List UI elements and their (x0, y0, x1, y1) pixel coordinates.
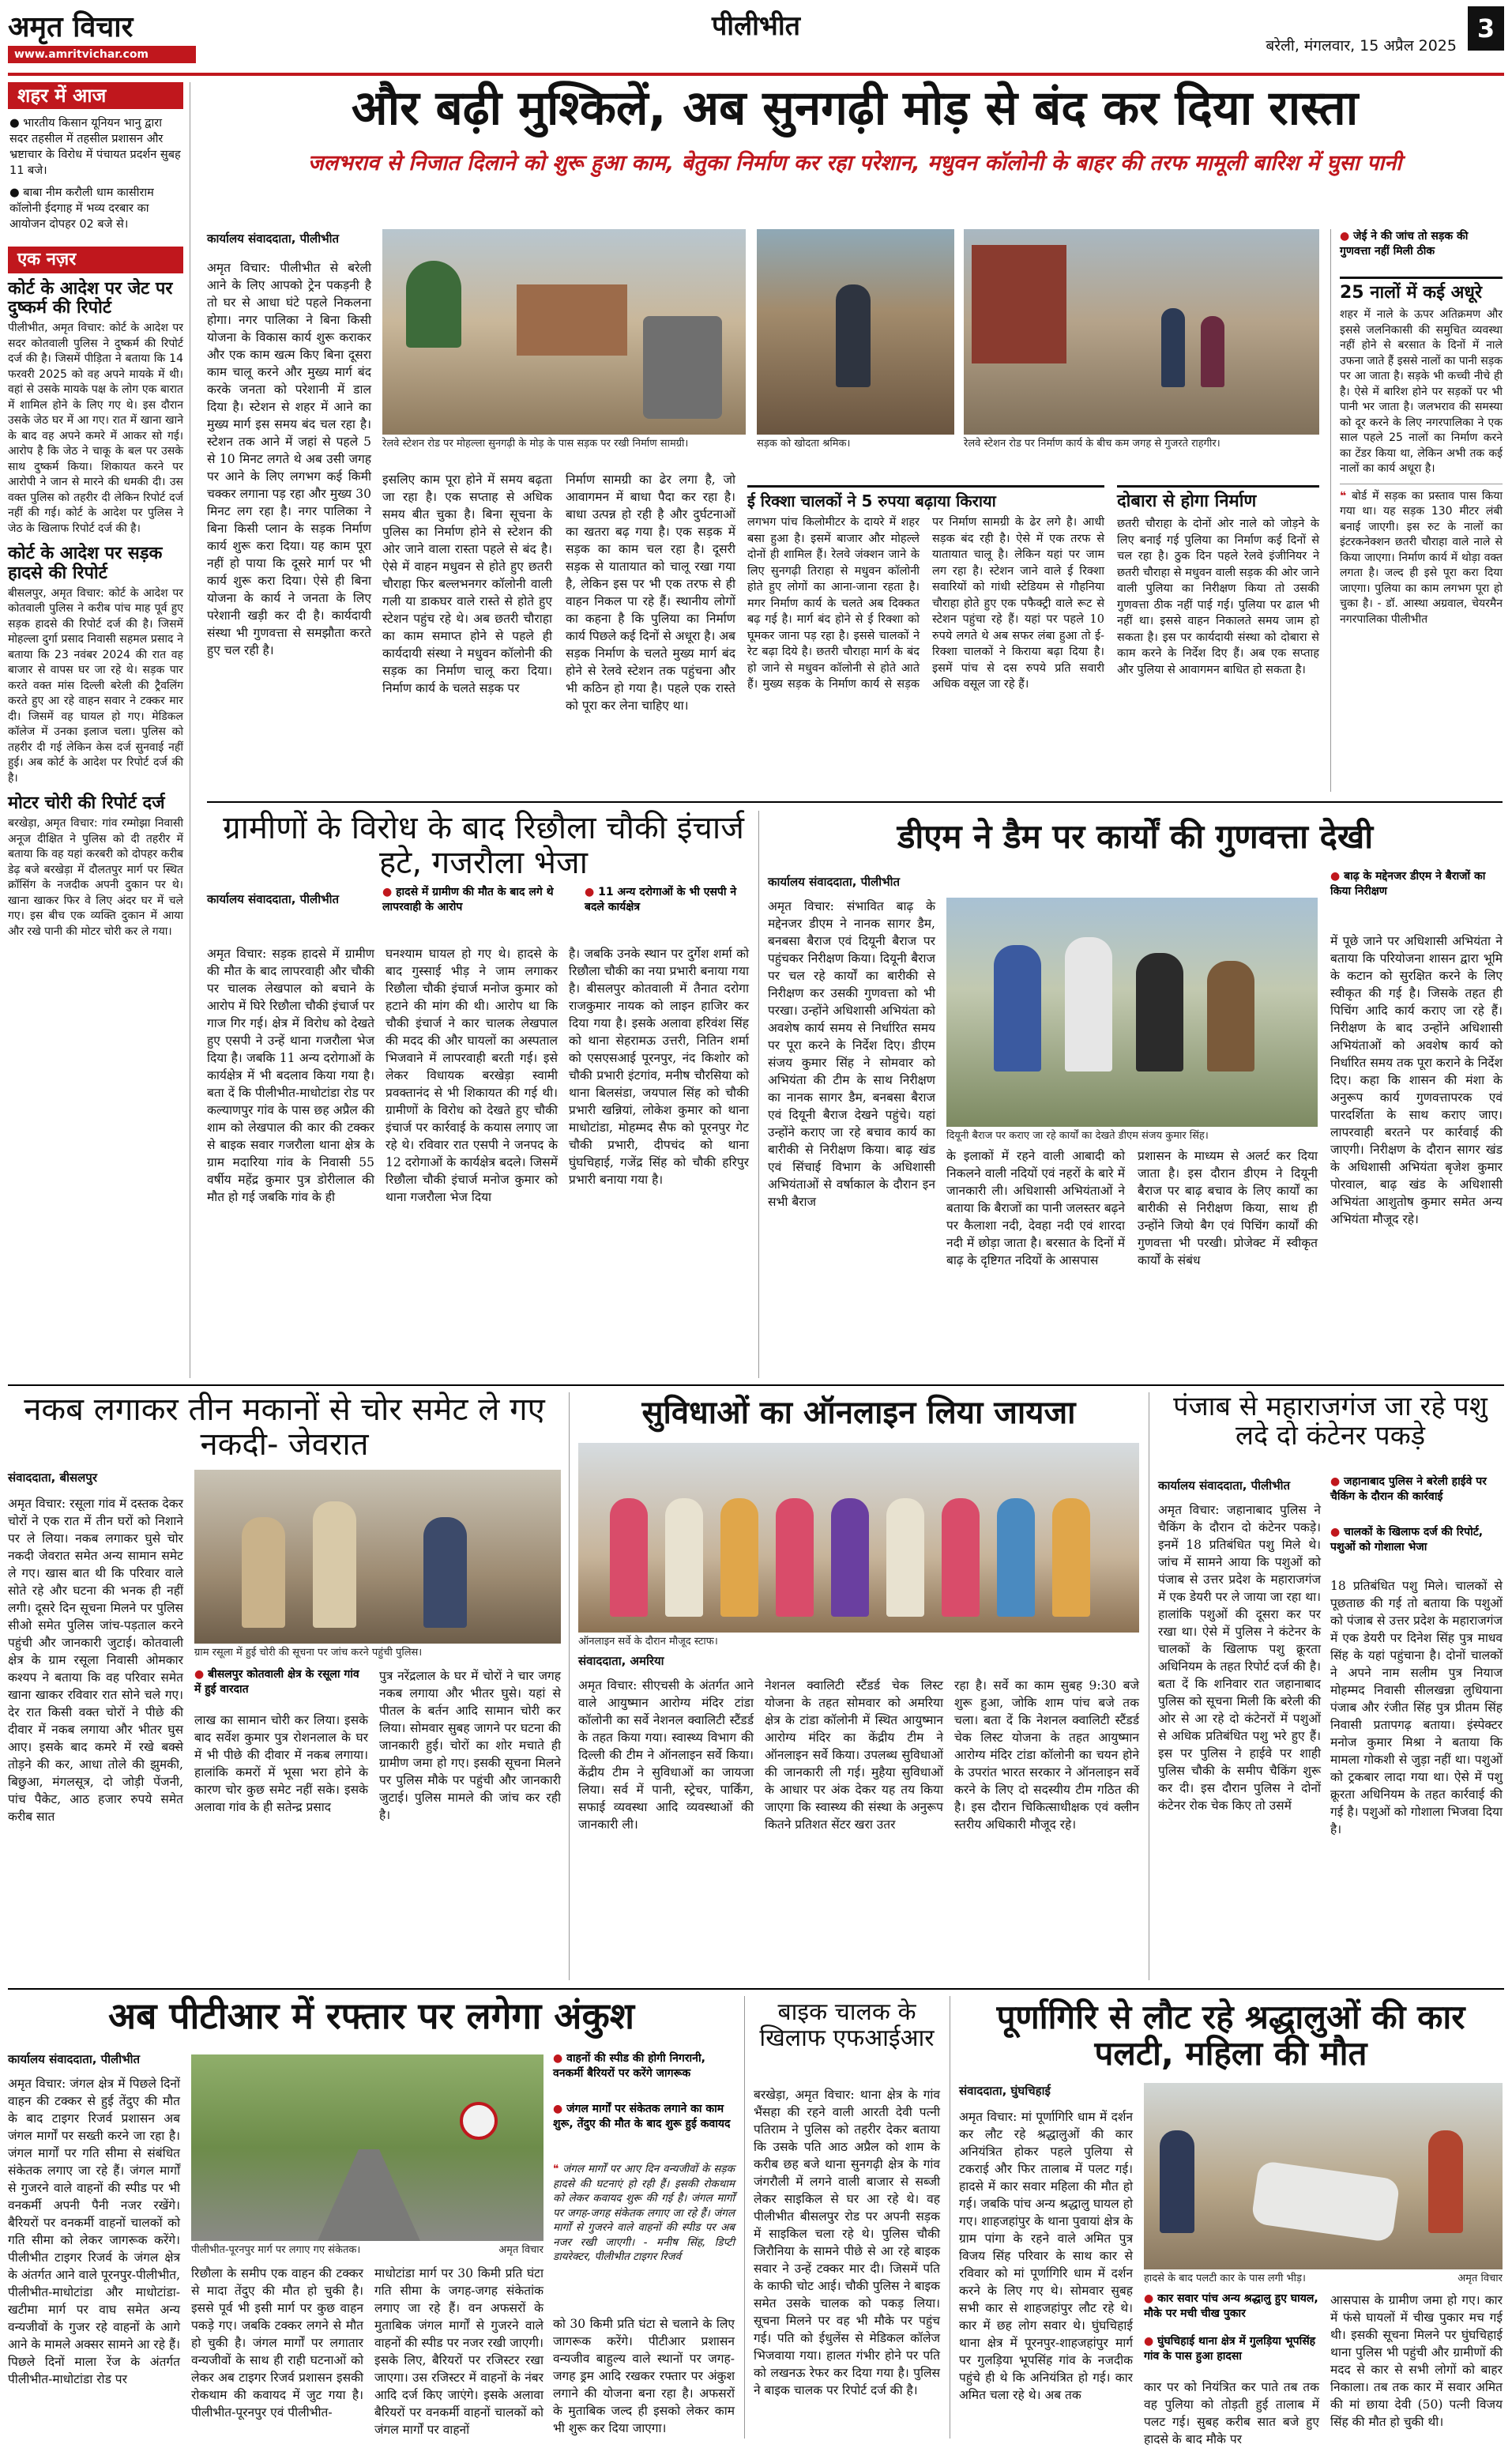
sidebar (8, 82, 183, 1378)
ptr-quote: ❝ जंगल मार्गों पर आए दिन वन्यजीवों के सड़क हादसे की घटनाएं हो रही हैं। इसकी रोकथाम को लेकर कवायद शुरू की गई है। जंगल मार्गों पर जगह-जगह संकेतक लगाए जा रहे हैं। जंगल मार्गों से गुजरने वाले वाहनों की स्पीड पर अब नजर रखी जाएगी। - मनीष सिंह, डिप्टी डायरेक्टर, पीलीभीत टाइगर रिजर्व (553, 2163, 735, 2263)
gajrola-col-2: घनश्याम घायल हो गए थे। हादसे के बाद गुस्साई भीड़ ने जाम लगाकर रिछौला चौकी इंचार्ज मनोज कुमार को हटाने की मांग की थी। आरोप था कि चौकी इंचार्ज ने कार चालक लेखपाल की मदद की और घायलों का अस्पताल भिजवाने में लापरवाही बरती गई। इसे लेकर विधायक बरखेड़ा स्वामी प्रवक्तानंद से भी शिकायत की गई थी। ग्रामीणों के विरोध को देखते हुए चौकी इंचार्ज पर कार्रवाई के कयास लगाए जा रहे थे। रविवार रात एसपी ने जनपद के 12 दरोगाओं के कार्यक्षेत्र बदले। जिसमें रिछौला चौकी इंचार्ज मनोज कुमार को थाना गजरौला भेज दिया (386, 947, 558, 1204)
ek-nazar-title: एक नज़र (8, 247, 183, 273)
erickshaw-text: लगभग पांच किलोमीटर के दायरे में शहर बसा हुआ है। इसमें बाजार और मोहल्ले दोनों ही शामिल हैं। रेलवे जंक्शन जाने के लिए सुनगढ़ी तिराहा से मधुवन कॉलोनी होते हुए लोगों का आना-जाना रहता है। मगर निर्माण कार्य के चलते अब दिक्कत बढ़ गई है। मार्ग बंद होने से ई रिक्शा को घूमकर जाना पड़ रहा है। इससे चालकों ने रेट बढ़ा दिये है। छतरी चौराहा मार्ग के बंद हो जाने से मधुवन कॉलोनी से होते आते हैं। मुख्य सड़क के निर्माण कार्य से सड़क पर निर्माण सामग्री के ढेर लगे है। आधी सड़क बंद रही है। ऐसे में एक तरफ से यातायात चालू है। लेकिन यहां पर जाम लग रहा है। स्टेशन जाने वाले ई रिक्शा सवारियों को गांधी स्टेडियम से गौहनिया चौराहा होते हुए एक पफैक्ट्री वाले रूट से स्टेशन पहुंचा रहे हैं। यहां पर पहले 10 रुपये लगते थे अब सफर लंबा हुआ तो ई-रिक्शा चालकों ने किराया बढ़ा दिया है। इसमें पांच से दस रुपये प्रति सवारी अधिक वसूल जा रहे हैं। (747, 516, 1104, 691)
mid-rule (8, 1384, 1504, 1386)
masthead (8, 6, 1504, 71)
lead-col-1: अमृत विचार: पीलीभीत से बरेली आने के लिए आपको ट्रेन पकड़नी है तो घर से आधा घंटे पहले निकलना होगा। नगर पालिका ने बिना किसी योजना के विकास कार्य शुरू कराकर और एक काम खत्म किए बिना दूसरा काम चालू करने और मुख्य मार्ग बंद करके जनता को परेशानी में डाल दिया है। स्टेशन से शहर में आने का मुख्य मार्ग इस समय बंद चल रहा है। स्टेशन तक आने में जहां से पहले 5 से 10 मिनट लगते थे अब उसी जगह पर आने के लिए लगभग कई किमी चक्कर लगाना पड़ रहा और मुख्य 30 मिनट लग रहा है। नगर पालिका ने बिना किसी प्लान के सड़क निर्माण कार्य शुरू करा दिया। यह काम पूरा नहीं हो पाया कि दूसरे मार्ग पर भी कार्य शुरू करा दिया। ऐसे ही बिना योजना के कार्य ने जनता के लिए परेशानी खड़ी कर दी है। कार्यदायी संस्था भी गुणवत्ता से समझौता करते हुए चल रही है। (207, 261, 371, 657)
gajrola-col-1: अमृत विचार: सड़क हादसे में ग्रामीण की मौत के बाद लापरवाही और चौकी पर चालक लेखपाल को बचाने के आरोप में घिरे रिछौला चौकी इंचार्ज पर गाज गिर गई। क्षेत्र में विरोध को देखते हुए एसपी ने उन्हें थाना गजरौला भेज दिया है। जबकि 11 अन्य दरोगाओं के कार्यक्षेत्र में भी बदलाव किया गया है। बता दें कि पीलीभीत-माधोटांडा रोड पर कल्याणपुर गांव के पास छह अप्रैल की शाम को लेखपाल की कार की टक्कर से बाइक सवार गजरौला थाना क्षेत्र के ग्राम मदारिया गांव के निवासी 55 वर्षीय महेंद्र कुमार पुत्र डोरीलाल की मौत हो गई जबकि गांव के ही (207, 947, 374, 1204)
dam-col-2: के इलाकों में रहने वाली आबादी को निकलने वाली नदियों एवं नहरों के बारे में जानकारी ली। अधिशासी अभियंताओं ने बताया कि बैराजों का पानी जलस्तर बढ़ने पर कैलाशा नदी, देवहा नदी एवं शारदा नदी में छोड़ा जाता है। बरसात के दिनों में बाढ़ के दृष्टिगत नदियों के आसपास (946, 1149, 1125, 1267)
brief-headline: कोर्ट के आदेश पर सड़क हादसे की रिपोर्ट (8, 544, 163, 583)
masthead-rule (8, 73, 1504, 76)
punjab-col-1: अमृत विचार: जहानाबाद पुलिस ने चैकिंग के दौरान दो कंटेनर पकड़े। इनमें 18 प्रतिबंधित पशु मिले थे। जांच में सामने आया कि पशुओं को पंजाब से उत्तर प्रदेश के महाराजगंज में एक डेयरी पर ले जाया जा रहा था। हालांकि पशुओं की दूसरा कर पर रखा था। ऐसे में पुलिस ने कंटेनर के चालकों के खिलाफ पशु क्रूरता अधिनियम के तहत रिपोर्ट दर्ज की है। बता दें कि शनिवार रात जहानाबाद पुलिस को सूचना मिली कि बरेली की ओर से आ रहे दो कंटेनरों में पशुओं से अधिक प्रतिबंधित पशु भरे हुए हैं। इस पर पुलिस ने हाईवे पर शाही पुलिस चौकी के समीप चैकिंग शुरू कर दी। इस दौरान पुलिस ने दोनों कंटेनर रोक चेक किए तो उसमें (1158, 1503, 1321, 1813)
aaj-item: ● बाबा नीम करौली धाम कासीराम कॉलोनी ईदगाह में भव्य दरबार का आयोजन दोपहर 02 बजे से। (9, 186, 154, 231)
erickshaw-title: ई रिक्शा चालकों ने 5 रुपया बढ़ाया किराया (747, 491, 996, 510)
gajrola-headline: ग्रामीणों के विरोध के बाद रिछौला चौकी इंचार्ज हटे, गजरौला भेजा (223, 810, 744, 881)
lead-photo-3 (964, 229, 1319, 435)
car-pointer-2: ● घुंघचिहाई थाना क्षेत्र में गुलड़िया भूपसिंह गांव के पास हुआ हादसा (1144, 2335, 1316, 2363)
gajrola-pointer-1: ● हादसे में ग्रामीण की मौत के बाद लगे थे लापरवाही के आरोप (382, 886, 554, 913)
lead-subhead: जलभराव से निजात दिलाने को शुरू हुआ काम, बेतुका निर्माण कर रहा परेशान, मधुवन कॉलोनी के बाहर की तरफ मामूली बारिश में घुसा पानी (307, 151, 1402, 175)
punjab-byline: कार्यालय संवाददाता, पीलीभीत (1158, 1478, 1291, 1493)
lower-rule (8, 1988, 1504, 1990)
lead-side-pointer: ● जेई ने की जांच तो सड़क की गुणवत्ता नहीं मिली ठीक (1340, 230, 1469, 258)
brief-1 (8, 280, 183, 537)
ptr-photo-caption: पीलीभीत-पूरनपुर मार्ग पर लगाए गए संकेतक। (191, 2244, 361, 2256)
dam-headline: डीएम ने डैम पर कार्यों की गुणवत्ता देखी (897, 817, 1374, 856)
dam-col-1: अमृत विचार: संभावित बाढ़ के मद्देनजर डीएम ने नानक सागर डैम, बनबसा बैराज एवं दियूनी बैराज पर पहुंचकर निरीक्षण किया। दियूनी बैराज पर चल रहे कार्यों का बारीकी से निरीक्षण कर उसकी गुणवत्ता को भी परखा। उन्होंने अधिशासी अभियंता को अवशेष कार्य समय से निर्धारित समय पर पूरा करने के निर्देश दिए। डीएम संजय कुमार सिंह ने सोमवार को अभियंता की टीम के साथ निरीक्षण का नानक सागर डैम, बनबसा बैराज एवं दियूनी बैराज देखने पहुंचे। यहां उन्होंने कराए जा रहे बचाव कार्य का बारीकी से निरीक्षण किया। बाढ़ खंड एवं सिंचाई विभाग के अधिशासी अभियंताओं से वर्षाकाल के दौरान इन सभी बैराज (768, 899, 935, 1209)
section-name: पीलीभीत (711, 10, 801, 42)
online-photo-caption: ऑनलाइन सर्वे के दौरान मौजूद स्टाफ। (578, 1636, 718, 1648)
theft-pointer: ● बीसलपुर कोतवाली क्षेत्र के रसूला गांव में हुई वारदात (194, 1668, 359, 1696)
dam-col-4: में पूछे जाने पर अधिशासी अभियंता ने बताया कि परियोजना शासन द्वारा भूमि के कटान को सुरक्षित करने के लिए स्वीकृत की गई है। जिसके तहत ही पिचिंग आदि कार्य कराए जा रहे हैं। निरीक्षण के बाद उन्होंने अधिशासी अभियंताओं को अवशेष कार्य को निर्धारित समय तक पूरा कराने के निर्देश दिए। कहा कि शासन की मंशा के अनुरूप कार्य गुणवत्तापरक एवं पारदर्शिता के साथ कराए जाए। लापरवाही बरतने पर कार्रवाई की जाएगी। निरीक्षण के दौरान सागर खंड के अधिशासी अभियंता बृजेश कुमार पोरवाल, बाढ़ खंड के अधिशासी अभियंता आशुतोष कुमार समेत अन्य अभियंता मौजूद रहे। (1330, 934, 1503, 1226)
punjab-col-2: 18 प्रतिबंधित पशु मिले। चालकों से पूछताछ की गई तो बताया कि पशुओं को पंजाब से उत्तर प्रदेश के महाराजगंज में एक डेयरी पर दिनेश सिंह पुत्र माधव सिंह के यहां पहुंचाना है। दोनों चालकों ने अपने नाम सलीम पुत्र नियाज मोहम्मद निवासी सीलखन्ना लुधियाना पंजाब और रंजीत सिंह पुत्र प्रीतम सिंह निवासी प्रतापगढ़ बताया। इंस्पेक्टर मनोज कुमार मिश्रा ने बताया कि मामला गोकशी से जुड़ा नहीं था। पशुओं को ट्रकबार लादा गया था। ऐसे में पशु क्रूरता अधिनियम के तहत कार्रवाई की गई है। पशुओं को गोशाला भिजवा दिया है। (1330, 1579, 1503, 1836)
aaj-title: शहर में आज (8, 82, 183, 109)
fir-headline: बाइक चालक के खिलाफ एफआईआर (759, 1998, 935, 2052)
lead-photo-2-caption: सड़क को खोदता श्रमिक। (757, 438, 851, 450)
lead-byline: कार्यालय संवाददाता, पीलीभीत (207, 232, 340, 246)
theft-divider (569, 1392, 570, 1980)
car-col-3: आसपास के ग्रामीण जमा हो गए। कार में फंसे घायलों में चीख पुकार मच गई थी। इसकी सूचना मिलने पर घुंघचिहाई थाना पुलिस भी पहुंची और ग्रामीणों की मदद से कार से सभी लोगों को बाहर निकाला। तब तक कार में सवार अमित की मां छाया देवी (50) पत्नी विजय सिंह की मौत हो चुकी थी। (1330, 2293, 1503, 2429)
lead-side-divider (1330, 229, 1331, 792)
page-number: 3 (1468, 6, 1504, 51)
quote-icon: ❝ (553, 2163, 559, 2175)
lead-headline: और बढ़ी मुश्किलें, अब सुनगढ़ी मोड़ से बंद कर दिया रास्ता (351, 81, 1359, 136)
online-col-1: अमृत विचार: सीएचसी के अंतर्गत आने वाले आयुष्मान आरोग्य मंदिर टांडा कॉलोनी का सर्वे नेशनल क्वालिटी स्टैंडर्ड के तहत किया गया। स्वास्थ्य विभाग की दिल्ली की टीम ने ऑनलाइन सर्वे किया। केंद्रीय टीम ने सुविधाओं का जायजा लिया। सर्व में पानी, स्ट्रेचर, पार्किंग, सफाई व्यवस्था आदि व्यवस्थाओं की जानकारी ली। (578, 1678, 754, 1832)
lead-photo-1 (382, 229, 746, 435)
rebuild-box (1117, 485, 1319, 794)
car-byline: संवाददाता, घुंघचिहाई (959, 2084, 1051, 2098)
ptr-col-1: अमृत विचार: जंगल क्षेत्र में पिछले दिनों वाहन की टक्कर से हुई तेंदुए की मौत के बाद टाइगर रिजर्व प्रशासन अब जंगल मार्गों पर सख्ती करने जा रहा है। जंगल मार्गों पर गति सीमा से संबंधित संकेतक लगाए जा रहे हैं। जंगल मार्गों से गुजरने वाले वाहनों की स्पीड पर भी वनकर्मी अपनी पैनी नजर रखेंगे। बैरियरों पर वनकर्मी वाहनों चालकों को गति सीमा को लेकर जागरूक करेंगे। पीलीभीत टाइगर रिजर्व के जंगल क्षेत्र के अंतर्गत आने वाले पूरनपुर-पीलीभीत, पीलीभीत-माधोटांडा और माधोटांडा-खटीमा मार्ग पर वाघ समेत अन्य वन्यजीवों के गुजर रहे वाहनों के आगे आने के मामले अक्सर सामने आ रहे हैं। पिछले दिनों माला रेंज के अंतर्गत पीलीभीत-माधोटांडा रोड पर (8, 2077, 180, 2386)
quote-icon: ❝ (1340, 489, 1347, 503)
logo: अमृत विचार (8, 10, 134, 43)
dam-photo-caption: दियूनी बैराज पर कराए जा रहे कार्यों का देखते डीएम संजय कुमार सिंह। (946, 1130, 1209, 1142)
gajrola-pointer-2: ● 11 अन्य दरोगाओं के भी एसपी ने बदले कार्यक्षेत्र (585, 886, 737, 913)
fir-col-1: बरखेड़ा, अमृत विचार: थाना क्षेत्र के गांव भैंसहा की रहने वाली आरती देवी पत्नी पतिराम ने पुलिस को तहरीर देकर बताया कि उसके पति आठ अप्रैल को शाम के करीब छह बजे थाना सुनगढ़ी क्षेत्र के गांव जंगरौली में लगने वाली बाजार से सब्जी लेकर साइकिल से घर आ रहे थे। वह पीलीभीत बीसलपुर रोड पर अपनी सड़क में साइकिल चला रहे थे। पुलिस चौकी जिरौनिया के सामने पीछे से आ रहे बाइक सवार ने उन्हें टक्कर मार दी। जिसमें पति के काफी चोट आई। चौकी पुलिस ने बाइक समेत उसके चालक को पकड़ लिया। सूचना मिलने पर वह भी मौके पर पहुंच गई। पति को ईधुलेंस से मेडिकल कॉलेज भिजवाया गया। हालत गंभीर होने पर पति को लखनऊ रेफर कर दिया गया है। पुलिस ने बाइक चालक पर रिपोर्ट दर्ज की है। (754, 2088, 940, 2397)
ptr-col-3: माधोटांडा मार्ग पर 30 किमी प्रति घंटा गति सीमा के जगह-जगह संकेतांक लगाए जा रहे हैं। वन अफसरों के मुताबिक जंगल मार्गों से गुजरने वाले वाहनों की स्पीड पर नजर रखी जाएगी। इसके लिए, बैरियरों पर रजिस्टर रखा जाएगा। उस रजिस्टर में वाहनों के नंबर आदि दर्ज किए जाएंगे। इसके अलावा बैरियरों पर वनकर्मी वाहनों चालकों को जंगल मार्गों पर वाहनों (374, 2266, 543, 2437)
theft-col-1: अमृत विचार: रसूला गांव में दस्तक देकर चोरों ने एक रात में तीन घरों को निशाने पर ले लिया। नकब लगाकर घुसे चोर नकदी जेवरात समेत अन्य सामान समेट ले गए। खास बात थी कि परिवार वाले सोते रहे और घटना की भनक ही नहीं लगी। दूसरे दिन सूचना मिलने पर पुलिस सीओ समेत पुलिस जांच-पड़ताल करने पहुंची और जानकारी जुटाई। कोतवाली क्षेत्र के ग्राम रसूला निवासी ओमकार कश्यप ने बताया कि वह परिवार समेत खाना खाकर रविवार रात सोने चले गए। देर रात किसी वक्त चोरों ने पीछे की दीवार में नकब लगाया और भीतर घुस आए। इसके बाद कमरे में रखे बक्से तोड़ने की कर, आधा तोले की झुमकी, बिछुआ, मंगलसूत्र, दो जोड़ी पेंजनी, पांच पैकेट, आठ हजार रुपये समेत करीब सात (8, 1497, 183, 1824)
chairman-quote: ❝ बोर्ड में सड़क का प्रस्ताव पास किया गया था। यह सड़क 130 मीटर लंबी बनाई जाएगी। इस रुट के नालों का इंटरकनेक्शन छतरी चौराहा वाले नाले से किया जाएगा। निर्माण कार्य में थोड़ा वक्त लगता है। जल्द ही इसे पूरा करा दिया जाएगा। पुलिया का काम लगभग पूरा हो चुका है। - डॉ. आस्था अग्रवाल, चेयरमैन नगरपालिका पीलीभीत (1340, 484, 1503, 628)
car-photo-credit: अमृत विचार (1457, 2273, 1503, 2284)
nale-title: 25 नालों में कई अधूरे (1340, 283, 1482, 303)
online-photo (578, 1443, 1139, 1633)
ptr-pointer-2: ● जंगल मार्गों पर संकेतक लगाने का काम शुरू, तेंदुए की मौत के बाद शुरू हुई कवायद (553, 2103, 731, 2130)
dateline: बरेली, मंगलवार, 15 अप्रैल 2025 (1266, 37, 1457, 55)
rebuild-text: छतरी चौराहा के दोनों ओर नाले को जोड़ने के लिए बनाई गई पुलिया का निर्माण कई दिनों से चल रहा है। ठुक दिन पहले रेलवे इंजीनियर ने छतरी चौराहा से मधुवन वाली सड़क की ओर जाने वाली पुलिया का निरीक्षण किया तो उसकी गुणवत्ता ठीक नहीं पाई गई। पुलिया पर ढाल भी नहीं था। इससे वाहन निकालते समय जाम हो सकता है। इस पर कार्यदायी संस्था को दोबारा से काम करने के निर्देश दिए हैं। अब एक सप्ताह और पुलिया से आवागमन बाधित हो सकता है। (1117, 518, 1319, 676)
lead-bottom-rule (207, 801, 1503, 803)
theft-byline: संवाददाता, बीसलपुर (8, 1471, 97, 1485)
ptr-photo-credit: अमृत विचार (498, 2244, 543, 2256)
lead-col-3: निर्माण सामग्री का ढेर लगा है, जो आवागमन में बाधा पैदा कर रहा है। बाधा उत्पन्न हो रही है और दुर्घटनाओं का खतरा बढ़ गया है। एक सड़क में सड़क का काम चल रहा है। दूसरी सड़क से यातायात को चालू रखा गया है, लेकिन इस पर भी एक तरफ से ही वाहन निकल पा रहे हैं। स्थानीय लोगों का कहना है कि पुलिया का निर्माण कार्य पिछले कई दिनों से अधूरा है। अब सड़क निर्माण के चलते मुख्य मार्ग बंद होने से रेलवे स्टेशन तक पहुंचना और भी कठिन हो गया है। पहले एक रास्ते को पूरा कर लेना चाहिए था। (566, 473, 735, 713)
gajrola-byline: कार्यालय संवाददाता, पीलीभीत (207, 892, 340, 906)
ptr-col-2: रिछौला के समीप एक वाहन की टक्कर से मादा तेंदुए की मौत हो चुकी है। इससे पूर्व भी इसी मार्ग पर कुछ वाहन पकड़े गए। जबकि टक्कर लगने से मौत हो चुकी है। जंगल मार्गों पर लगातार वन्यजीवों के साथ ही राही घटनाओं को लेकर अब टाइगर रिजर्व प्रशासन इसकी रोकथाम की कवायद में जुट गया है। पीलीभीत-पूरनपुर एवं पीलीभीत- (191, 2266, 363, 2420)
lead-col-2: इसलिए काम पूरा होने में समय बढ़ता जा रहा है। एक सप्ताह से अधिक समय बीत चुका है। बिना सूचना के पुलिस का निर्माण होने से स्टेशन की ओर जाने वाला रास्ता पहले से बंद है। ऐसे में वाहन मधुवन से होते हुए छतरी चौराहा फिर बल्लभनगर कॉलोनी वाली गली या डाकघर वाले रास्ते से होते हुए स्टेशन पहुंच रहे थे। अब छतरी चौराहा का काम समाप्त होने से पहले ही कार्यदायी संस्था ने मधुवन कॉलोनी की सड़क का निर्माण चालू करा दिया। निर्माण कार्य के चलते सड़क पर (382, 473, 552, 695)
online-col-2: नेशनल क्वालिटी स्टैंडर्ड चेक लिस्ट योजना के तहत सोमवार को अमरिया क्षेत्र के टांडा कॉलोनी में स्थित आयुष्मान आरोग्य मंदिर का केंद्रीय टीम ने ऑनलाइन सर्वे किया। उपलब्ध सुविधाओं की जानकारी ली गई। मुहैया सुविधाओं के आधार पर अंक देकर यह तय किया जाएगा कि स्वास्थ्य की संस्था के अनुरूप कितने प्रतिशत सेंटर खरा उतर (765, 1678, 943, 1832)
online-byline: संवाददाता, अमरिया (578, 1654, 664, 1668)
dam-photo (946, 898, 1318, 1127)
theft-photo-caption: ग्राम रसूला में हुई चोरी की सूचना पर जांच करने पहुंची पुलिस। (194, 1647, 423, 1659)
car-pointer-1: ● कार सवार पांच अन्य श्रद्धालु हुए घायल, मौके पर मची चीख पुकार (1144, 2292, 1318, 2320)
theft-col-3: पुत्र नरेंद्रलाल के घर में चोरों ने चार जगह नकब लगाया और भीतर घुसे। यहां से पीतल के बर्तन आदि सामान चोरी कर लिया। सोमवार सुबह जागने पर घटना की जानकारी हुई। चोरों का शोर मचाते ही ग्रामीण जमा हो गए। इसकी सूचना मिलने पर पुलिस मौके पर पहुंची और जानकारी जुटाई। पुलिस मामले की जांच कर रही है। (379, 1669, 561, 1822)
car-photo (1144, 2083, 1503, 2269)
ptr-byline: कार्यालय संवाददाता, पीलीभीत (8, 2052, 141, 2066)
car-col-1: अमृत विचार: मां पूर्णागिरि धाम में दर्शन कर लौट रहे श्रद्धालुओं की कार अनियंत्रित होकर पहले पुलिया से टकराई और फिर तालाब में पलट गई। हादसे में कार सवार महिला की मौत हो गई। जबकि पांच अन्य श्रद्धालु घायल हो गए। शाहजहांपुर के थाना पुवायां क्षेत्र के ग्राम पांगा के रहने वाले अमित पुत्र विजय सिंह परिवार के साथ कार से रविवार को मां पूर्णागिरि धाम में दर्शन करने के लिए गए थे। सोमवार सुबह सभी कार से शाहजहांपुर लौट रहे थे। कार में छह लोग सवार थे। घुंघचिहाई थाना क्षेत्र में पूरनपुर-शाहजहांपुर मार्ग पर गुलड़िया भूपसिंह गांव के नजदीक पहुंचे ही थे कि अनियंत्रित हो गई। कार अमित चला रहे थे। अब तक (959, 2110, 1133, 2402)
brief-text: बरखेड़ा, अमृत विचार: गांव रम्मोझा निवासी अनूज दीक्षित ने पुलिस को दी तहरीर में बताया कि वह यहां करबरी को दोपहर करीब डेढ़ बजे बरखेड़ा में दौलतपुर मार्ग पर स्थित क्रॉसिंग के नजदीक अपनी दुकान पर थे। खाना खाकर फिर वे लिए अंदर घर में चले गए। इस बीच एक व्यक्ति दुकान में आया और रखे पानी की मोटर चोरी कर ले गया। (8, 817, 183, 938)
brief-text: पीलीभीत, अमृत विचार: कोर्ट के आदेश पर सदर कोतवाली पुलिस ने दुष्कर्म की रिपोर्ट दर्ज की है। जिसमें पीड़िता ने बताया कि 14 फरवरी 2025 को वह अपने मायके में थी। वहां से उसके मायके पक्ष के लोग एक बारात में शामिल होने के लिए गए थे। इस दौरान उसके जेठ घर में आ गए। रात में खाना खाने के बाद वह अपने कमरे में आकर सो गई। आरोप है कि जेठ ने चाकू के बल पर उसके साथ दुष्कर्म किया। शिकायत करने पर आरोपी ने जान से मारने की धमकी दी। उस वक्त पुलिस को तहरीर दी लेकिन रिपोर्ट दर्ज नहीं की गई। कोर्ट के आदेश पर पुलिस ने जेठ के खिलाफ रिपोर्ट दर्ज की है। (8, 322, 183, 535)
ptr-headline: अब पीटीआर में रफ्तार पर लगेगा अंकुश (107, 1994, 635, 2037)
dam-col-3: प्रशासन के माध्यम से अलर्ट कर दिया जाता है। इस दौरान डीएम ने दियूनी बैराज पर बाढ़ बचाव के लिए कार्यों का बारीकी से निरीक्षण किया, साथ ही उन्होंने जियो बैग एवं पिचिंग कार्यों की गुणवत्ता भी परखी। प्रोजेक्ट में स्वीकृत कार्यों के संबंध (1138, 1149, 1318, 1267)
rebuild-title: दोबारा से होगा निर्माण (1117, 491, 1257, 511)
ptr-photo (191, 2054, 543, 2241)
lead-photo-2 (757, 229, 954, 435)
car-headline: पूर्णागिरि से लौट रहे श्रद्धालुओं की कार पलटी, महिला की मौत (996, 1998, 1465, 2073)
dam-pointer: ● बाढ़ के मद्देनजर डीएम ने बैराजों का किया निरीक्षण (1330, 870, 1486, 898)
online-headline: सुविधाओं का ऑनलाइन लिया जायजा (641, 1395, 1076, 1431)
aaj-item: ● भारतीय किसान यूनियन भानु द्वारा सदर तहसील में तहसील प्रशासन और भ्रष्टाचार के विरोध में पंचायत प्रदर्शन सुबह 11 बजे। (9, 117, 181, 177)
erickshaw-box (747, 485, 1104, 794)
lead-photo-3-caption: रेलवे स्टेशन रोड पर निर्माण कार्य के बीच कम जगह से गुजरते राहगीर। (964, 438, 1221, 450)
punjab-pointer-1: ● जहानाबाद पुलिस ने बरेली हाईवे पर चैकिंग के दौरान की कार्रवाई (1330, 1475, 1487, 1503)
brief-headline: कोर्ट के आदेश पर जेट पर दुष्कर्म की रिपोर्ट (8, 279, 173, 318)
site-url[interactable]: www.amritvichar.com (8, 46, 196, 63)
mid-divider (758, 811, 759, 1378)
brief-text: बीसलपुर, अमृत विचार: कोर्ट के आदेश पर कोतवाली पुलिस ने करीब पांच माह पूर्व हुए सड़क हादसे की रिपोर्ट दर्ज की है। जिसमें मोहल्ला दुर्गा प्रसाद निवासी सहमल प्रसाद ने बताया कि 23 नवंबर 2024 की रात वह बाजार से वापस घर जा रहे थे। सड़क पार करते वक्त मांस दिल्ली बरेली की ट्रैवलिंग करते हुए आ रहे वाहन सवार ने टक्कर मार दी। जिसमें वह घायल हो गए। मेडिकल कॉलेज में उनका इलाज चला। पुलिस को तहरीर दी गई लेकिन केस दर्ज सुनवाई नहीं हुई। अब कोर्ट के आदेश पर रिपोर्ट दर्ज की है। (8, 586, 183, 785)
ptr-pointer-1: ● वाहनों की स्पीड की होगी निगरानी, वनकर्मी बैरियरों पर करेंगे जागरूक (553, 2052, 705, 2080)
theft-photo (194, 1470, 561, 1644)
punjab-pointer-2: ● चालकों के खिलाफ दर्ज की रिपोर्ट, पशुओं को गोशाला भेजा (1330, 1526, 1484, 1554)
ptr-col-4: को 30 किमी प्रति घंटा से चलाने के लिए जागरूक करेंगे। पीटीआर प्रशासन वन्यजीव बाहुल्य वाले स्थानों पर जगह-जगह ड्रम आदि रखकर रफ्तार पर अंकुश लगाने की योजना बना रहा है। अफसरों के मुताबिक जल्द ही इसको लेकर काम भी शुरू कर दिया जाएगा। (553, 2317, 735, 2435)
dam-byline: कार्यालय संवाददाता, पीलीभीत (768, 875, 901, 889)
car-col-2: कार पर को नियंत्रित कर पाते तब तक वह पुलिया को तोड़ती हुई तालाब में पलट गई। सुबह करीब सात बजे हुए हादसे के बाद मौके पर (1144, 2380, 1319, 2446)
nale-text: शहर में नाले के ऊपर अतिक्रमण और इससे जलनिकासी की समुचित व्यवस्था नहीं होने से बरसात के दिनों में नाले उफना जाते हैं इससे नालों का पानी सड़क पर आ जाता है। सड़के भी कच्ची नीचे ही है। ऐसे में बारिश होने पर सड़कों पर भी पानी भर जाता है। जलभराव की समस्या को दूर करने के लिए नगरपालिका ने एक साल पहले 25 नालों का निर्माण करने का टेंडर किया था, लेकिन अभी तक कई नालों का कार्य अधूरा है। (1340, 308, 1503, 476)
brief-headline: मोटर चोरी की रिपोर्ट दर्ज (8, 793, 165, 814)
theft-col-2: लाख का सामान चोरी कर लिया। इसके बाद सर्वेश कुमार पुत्र रोशनलाल के घर में भी पीछे की दीवार में नकब लगाया। हालांकि कमरों में भूसा भरा होने के कारण चोर कुछ समेट नहीं सके। इसके अलावा गांव के ही सतेन्द्र प्रसाद (194, 1713, 368, 1814)
lead-photo-1-caption: रेलवे स्टेशन रोड पर मोहल्ला सुनगढ़ी के मोड़ के पास सड़क पर रखी निर्माण सामग्री। (382, 438, 689, 450)
punjab-headline: पंजाब से महाराजगंज जा रहे पशु लदे दो कंटेनर पकड़े (1173, 1391, 1488, 1452)
theft-headline: नकब लगाकर तीन मकानों से चोर समेट ले गए नकदी- जेवरात (24, 1392, 545, 1463)
nale-box (1340, 277, 1503, 794)
brief-2 (8, 544, 183, 786)
brief-3 (8, 794, 183, 940)
gajrola-col-3: है। जबकि उनके स्थान पर दुर्गेश शर्मा को रिछौला चौकी का नया प्रभारी बनाया गया है। बीसलपुर कोतवाली में तैनात दरोगा राजकुमार नायक को लाइन हाजिर कर दिया गया है। इसके अलावा हरिवंश सिंह को थाना सेहरामऊ उत्तरी, नितिन शर्मा को एसएसआई पूरनपुर, नंद किशोर को चौकी प्रभारी इंटगांव, मनीष चौरसिया को थाना बिलसंडा, जयपाल सिंह को चौकी प्रभारी खन्नियां, लोकेश कुमार को थाना माधोटांडा, मोहम्मद सैफ को पूरनपुर गेट चौकी प्रभारी, दीपचंद को थाना घुंघचिहाई, गजेंद्र सिंह को चौकी हरिपुर प्रभारी बनाया गया है। (569, 947, 749, 1187)
online-col-3: रहा है। सर्वे का काम सुबह 9:30 बजे शुरू हुआ, जोकि शाम पांच बजे तक चला। बता दें कि नेशनल क्वालिटी स्टैंडर्ड चेक लिस्ट योजना के तहत आयुष्मान आरोग्य मंदिर टांडा कॉलोनी का चयन होने के उपरांत भारत सरकार ने ऑनलाइन सर्वे करने के लिए दो सदस्यीय टीम गठित की है। इस दौरान चिकित्साधीक्षक एवं क्लीन स्तरीय अधिकारी मौजूद रहे। (954, 1678, 1139, 1832)
car-photo-caption: हादसे के बाद पलटी कार के पास लगी भीड़। (1144, 2273, 1306, 2284)
ptr-divider (744, 1996, 745, 2439)
